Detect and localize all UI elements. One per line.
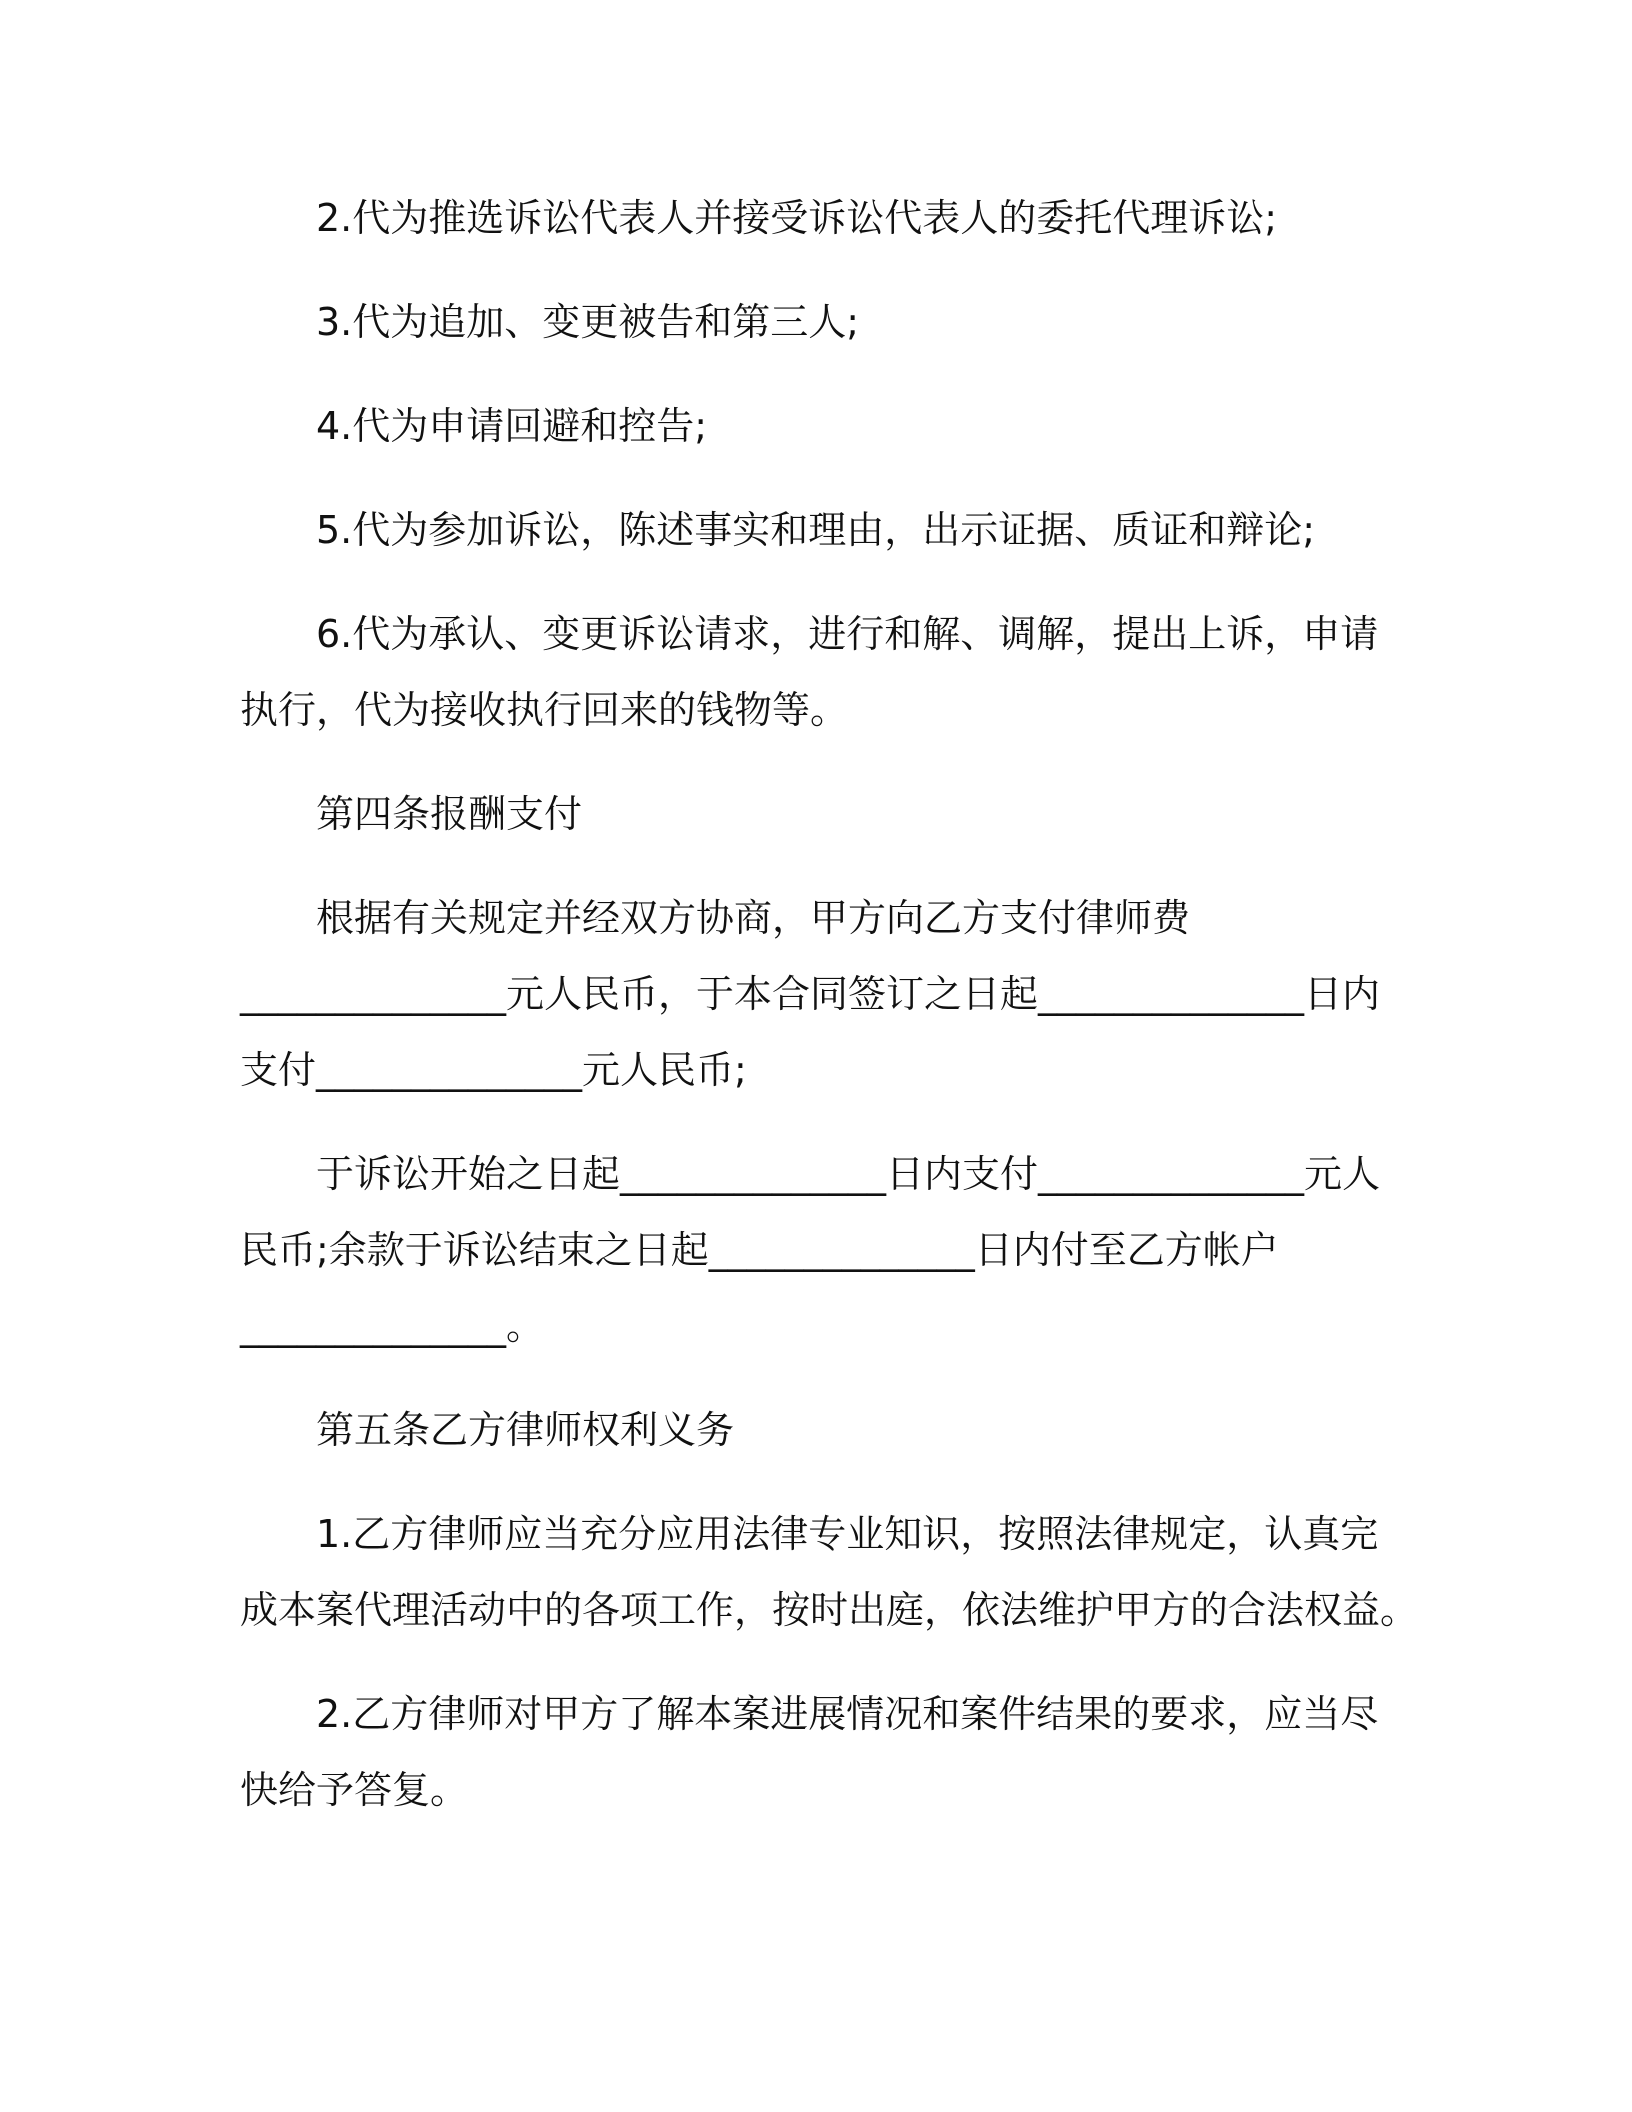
- paragraph-item-5: [240, 492, 1380, 568]
- paragraph-litigation-payment: [240, 1136, 1380, 1364]
- article-5-heading: [240, 1392, 1380, 1468]
- text-line: 快给予答复。: [240, 1768, 469, 1812]
- paragraph-item-4: [240, 388, 1380, 464]
- paragraph-fee: [240, 880, 1380, 1108]
- document-body: [240, 180, 1419, 1856]
- paragraph-item-6: [240, 596, 1380, 748]
- text-line: 民币;余款于诉讼结束之日起______________日内付至乙方帐户: [240, 1228, 1279, 1272]
- text-line: 1.乙方律师应当充分应用法律专业知识，按照法律规定，认真完: [316, 1512, 1379, 1556]
- text-line: 执行，代为接收执行回来的钱物等。: [240, 688, 849, 732]
- text-line: 支付______________元人民币;: [240, 1048, 747, 1092]
- text-line: 5.代为参加诉讼，陈述事实和理由，出示证据、质证和辩论;: [316, 508, 1316, 552]
- heading-text: 第四条报酬支付: [316, 792, 583, 836]
- paragraph-duty-2: [240, 1676, 1380, 1828]
- text-line: 2.代为推选诉讼代表人并接受诉讼代表人的委托代理诉讼;: [316, 196, 1278, 240]
- paragraph-item-3: [240, 284, 1380, 360]
- text-line: 于诉讼开始之日起______________日内支付______________元人: [316, 1152, 1381, 1196]
- text-line: 根据有关规定并经双方协商，甲方向乙方支付律师费: [316, 896, 1191, 940]
- text-line: 3.代为追加、变更被告和第三人;: [316, 300, 860, 344]
- article-4-heading: [240, 776, 1380, 852]
- paragraph-duty-1: [240, 1496, 1419, 1648]
- text-line: ______________。: [240, 1304, 545, 1348]
- text-line: 4.代为申请回避和控告;: [316, 404, 708, 448]
- text-line: 成本案代理活动中的各项工作，按时出庭，依法维护甲方的合法权益。: [240, 1588, 1419, 1632]
- heading-text: 第五条乙方律师权利义务: [316, 1408, 735, 1452]
- text-line: 2.乙方律师对甲方了解本案进展情况和案件结果的要求，应当尽: [316, 1692, 1379, 1736]
- text-line: ______________元人民币，于本合同签订之日起______________日内: [240, 972, 1381, 1016]
- paragraph-item-2: [240, 180, 1380, 256]
- text-line: 6.代为承认、变更诉讼请求，进行和解、调解，提出上诉，申请: [316, 612, 1379, 656]
